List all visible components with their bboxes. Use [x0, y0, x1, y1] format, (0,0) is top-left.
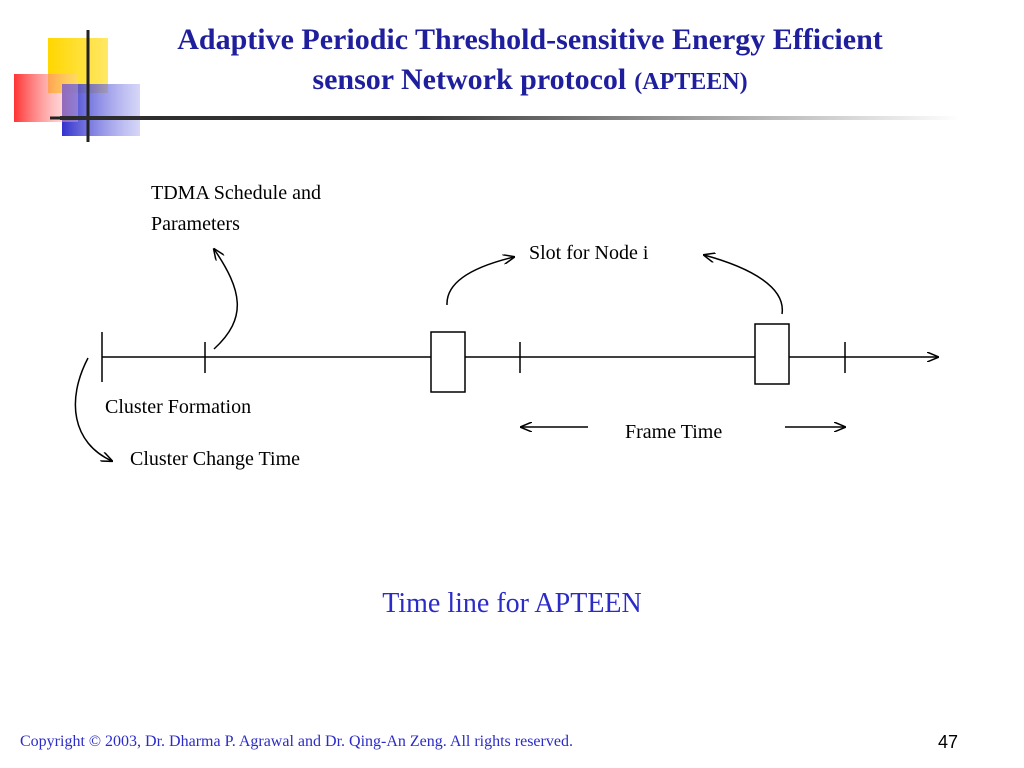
page-number: 47: [938, 732, 959, 752]
label-frame-time: Frame Time: [625, 421, 723, 443]
label-tdma-line1: TDMA Schedule and: [151, 182, 321, 204]
slide-title: [110, 20, 950, 102]
apteen-timeline-diagram: [0, 150, 1024, 490]
diagram-caption: Time line for APTEEN: [382, 588, 642, 619]
label-tdma-line2: Parameters: [151, 213, 240, 235]
label-cluster-change: Cluster Change Time: [130, 448, 301, 470]
label-cluster-formation: Cluster Formation: [105, 396, 252, 418]
title-underline: [60, 116, 960, 120]
title-acronym: (APTEEN): [634, 69, 748, 95]
slot-pointer-arrow-1: [447, 257, 514, 305]
logo-red-square: [14, 74, 78, 122]
slot-box-2: [755, 324, 789, 384]
tdma-pointer-arrow: [214, 249, 237, 349]
label-slot: Slot for Node i: [529, 242, 649, 264]
title-line-1: Adaptive Periodic Threshold-sensitive Energy Efficient: [177, 23, 883, 56]
slot-box-1: [431, 332, 465, 392]
title-line-2: sensor Network protocol: [312, 63, 627, 96]
copyright-footer: Copyright © 2003, Dr. Dharma P. Agrawal and Dr. Qing-An Zeng. All rights reserved.: [20, 733, 573, 750]
slot-pointer-arrow-2: [704, 255, 782, 314]
title-line-2-wrap: [110, 60, 950, 102]
